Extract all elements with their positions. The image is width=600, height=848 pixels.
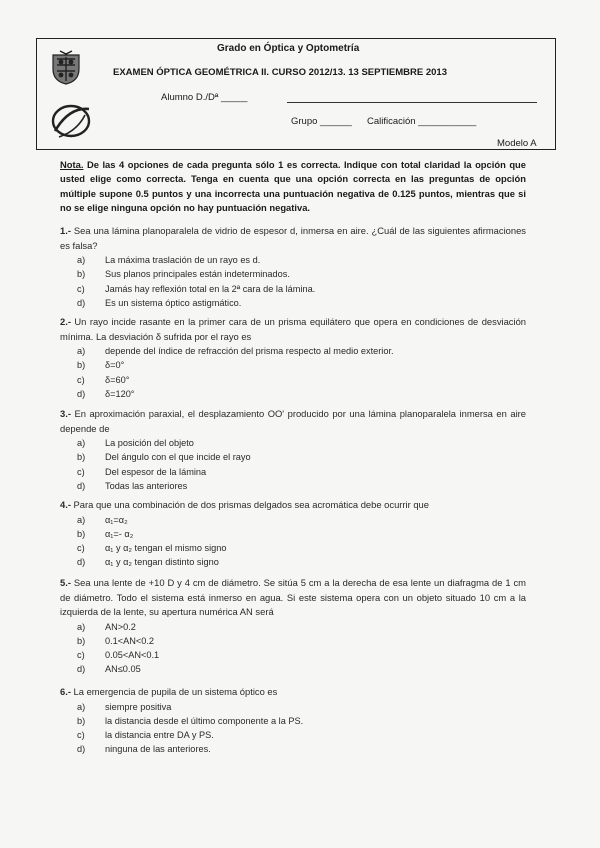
question-2 xyxy=(60,315,526,401)
option-letter: c) xyxy=(77,466,85,477)
option-letter: a) xyxy=(77,514,86,525)
answer-option[interactable] xyxy=(60,634,526,648)
note-text: De las 4 opciones de cada pregunta sólo 1 es correcta. Indique con total claridad la opción que usted elige como correcta. Tenga en cuenta que una opción correcta en las preguntas de opción múltiple supone 0.5 puntos y una incorrecta una puntuación negativa de 0.125 puntos, mientras que si no se elige ninguna opción no hay puntuación negativa. xyxy=(60,159,526,214)
option-letter: c) xyxy=(77,283,85,294)
answer-option[interactable] xyxy=(60,728,526,742)
option-letter: a) xyxy=(77,346,86,357)
note-label: Nota. xyxy=(60,159,84,170)
answer-option[interactable] xyxy=(60,358,526,372)
option-letter: b) xyxy=(77,269,86,280)
question-text: Sea una lámina planoparalela de vidrio de espesor d, inmersa en aire. ¿Cuál de las siguientes afirmaciones es falsa? xyxy=(60,225,526,251)
question-text: En aproximación paraxial, el desplazamiento OO' producido por una lámina planoparalela inmersa en aire depende de xyxy=(60,408,526,434)
exam-title: EXAMEN ÓPTICA GEOMÉTRICA II. CURSO 2012/13. 13 SEPTIEMBRE 2013 xyxy=(113,67,447,78)
option-letter: d) xyxy=(77,664,86,675)
option-text: Del ángulo con el que incide el rayo xyxy=(105,452,251,463)
answer-option[interactable] xyxy=(60,296,526,310)
student-name-label: Alumno D./Dª _____ xyxy=(161,92,248,103)
option-text: 0.05<AN<0.1 xyxy=(105,650,160,661)
question-number: 6.- xyxy=(60,686,71,697)
question-5 xyxy=(60,576,526,677)
answer-option[interactable] xyxy=(60,253,526,267)
option-text: α₁ y α₂ tengan el mismo signo xyxy=(105,543,227,553)
option-text: La posición del objeto xyxy=(105,438,194,449)
option-text: δ=120° xyxy=(105,388,135,399)
question-4 xyxy=(60,498,526,569)
question-stem xyxy=(60,576,526,620)
option-text: AN≤0.05 xyxy=(105,664,141,675)
option-text: Todas las anteriores xyxy=(105,480,188,491)
option-letter: c) xyxy=(77,650,85,661)
option-text: la distancia desde el último componente a la PS. xyxy=(105,715,304,726)
question-text: Para que una combinación de dos prismas delgados sea acromática debe ocurrir que xyxy=(70,499,429,510)
option-letter: c) xyxy=(77,730,85,740)
answer-option[interactable] xyxy=(60,450,526,464)
option-letter: b) xyxy=(77,360,86,371)
question-number: 3.- xyxy=(60,408,71,419)
question-number: 2.- xyxy=(60,316,71,327)
question-stem xyxy=(60,407,526,436)
option-letter: d) xyxy=(77,297,86,308)
option-text: α₁=α₂ xyxy=(105,514,128,525)
answer-option[interactable] xyxy=(60,387,526,401)
option-text: Sus planos principales están indeterminados. xyxy=(105,269,290,280)
option-letter: c) xyxy=(77,374,85,385)
answer-option[interactable] xyxy=(60,282,526,296)
question-stem xyxy=(60,685,526,700)
question-stem xyxy=(60,315,526,344)
group-label: Grupo ______ xyxy=(291,116,352,127)
option-text: ninguna de las anteriores. xyxy=(105,744,211,755)
option-text: AN>0.2 xyxy=(105,621,136,632)
answer-option[interactable] xyxy=(60,436,526,450)
instructions-note xyxy=(60,158,526,216)
answer-option[interactable] xyxy=(60,344,526,358)
option-letter: a) xyxy=(77,438,86,449)
answer-option[interactable] xyxy=(60,527,526,541)
exam-header xyxy=(36,38,556,150)
answer-option[interactable] xyxy=(60,465,526,479)
option-text: α₁=- α₂ xyxy=(105,528,134,539)
option-text: siempre positiva xyxy=(105,701,172,712)
answer-option[interactable] xyxy=(60,662,526,676)
university-seal-icon xyxy=(49,49,83,85)
answer-option[interactable] xyxy=(60,555,526,569)
question-1 xyxy=(60,224,526,310)
exam-model: Modelo A xyxy=(497,138,537,149)
option-text: Del espesor de la lámina xyxy=(105,466,207,477)
question-number: 5.- xyxy=(60,577,71,588)
answer-option[interactable] xyxy=(60,373,526,387)
option-text: Jamás hay reflexión total en la 2ª cara de la lámina. xyxy=(105,283,316,294)
option-letter: d) xyxy=(77,388,86,399)
option-text: La máxima traslación de un rayo es d. xyxy=(105,255,261,266)
answer-option[interactable] xyxy=(60,648,526,662)
question-number: 1.- xyxy=(60,225,71,236)
question-6 xyxy=(60,685,526,756)
option-text: α₁ y α₂ tengan distinto signo xyxy=(105,557,219,568)
degree-title: Grado en Óptica y Optometría xyxy=(217,43,360,54)
answer-option[interactable] xyxy=(60,513,526,527)
question-stem xyxy=(60,224,526,253)
student-name-line xyxy=(287,102,537,103)
faculty-logo-icon xyxy=(49,101,93,141)
option-letter: b) xyxy=(77,715,86,726)
question-text: La emergencia de pupila de un sistema óptico es xyxy=(70,686,278,697)
question-3 xyxy=(60,407,526,493)
option-letter: a) xyxy=(77,255,86,266)
option-text: 0.1<AN<0.2 xyxy=(105,635,155,646)
question-stem xyxy=(60,498,526,513)
option-text: la distancia entre DA y PS. xyxy=(105,730,214,740)
option-letter: b) xyxy=(77,528,86,539)
answer-option[interactable] xyxy=(60,620,526,634)
option-letter: b) xyxy=(77,635,86,646)
answer-option[interactable] xyxy=(60,742,526,756)
option-letter: d) xyxy=(77,557,86,568)
option-letter: d) xyxy=(77,480,86,491)
answer-option[interactable] xyxy=(60,714,526,728)
option-text: Es un sistema óptico astigmático. xyxy=(105,297,242,308)
option-text: depende del índice de refracción del prisma respecto al medio exterior. xyxy=(105,346,394,357)
question-number: 4.- xyxy=(60,499,71,510)
answer-option[interactable] xyxy=(60,479,526,493)
option-letter: d) xyxy=(77,744,86,755)
option-letter: b) xyxy=(77,452,86,463)
answer-option[interactable] xyxy=(60,700,526,714)
option-text: δ=0° xyxy=(105,360,125,371)
question-text: Un rayo incide rasante en la primer cara de un prisma equilátero que opera en condiciones de desviación mínima. La desviación δ sufrida por el rayo es xyxy=(60,316,526,342)
option-letter: a) xyxy=(77,701,86,712)
option-letter: c) xyxy=(77,543,85,553)
grade-label: Calificación ___________ xyxy=(367,116,477,127)
answer-option[interactable] xyxy=(60,267,526,281)
option-text: δ=60° xyxy=(105,374,130,385)
question-text: Sea una lente de +10 D y 4 cm de diámetro. Se sitúa 5 cm a la derecha de esa lente un diafragma de 1 cm de diámetro. Todo el sistema está inmerso en agua. Si este sistema opera con un objeto situado 10 cm a la izquierda de la lente, su apertura numérica AN será xyxy=(60,577,526,618)
option-letter: a) xyxy=(77,621,86,632)
answer-option[interactable] xyxy=(60,541,526,555)
